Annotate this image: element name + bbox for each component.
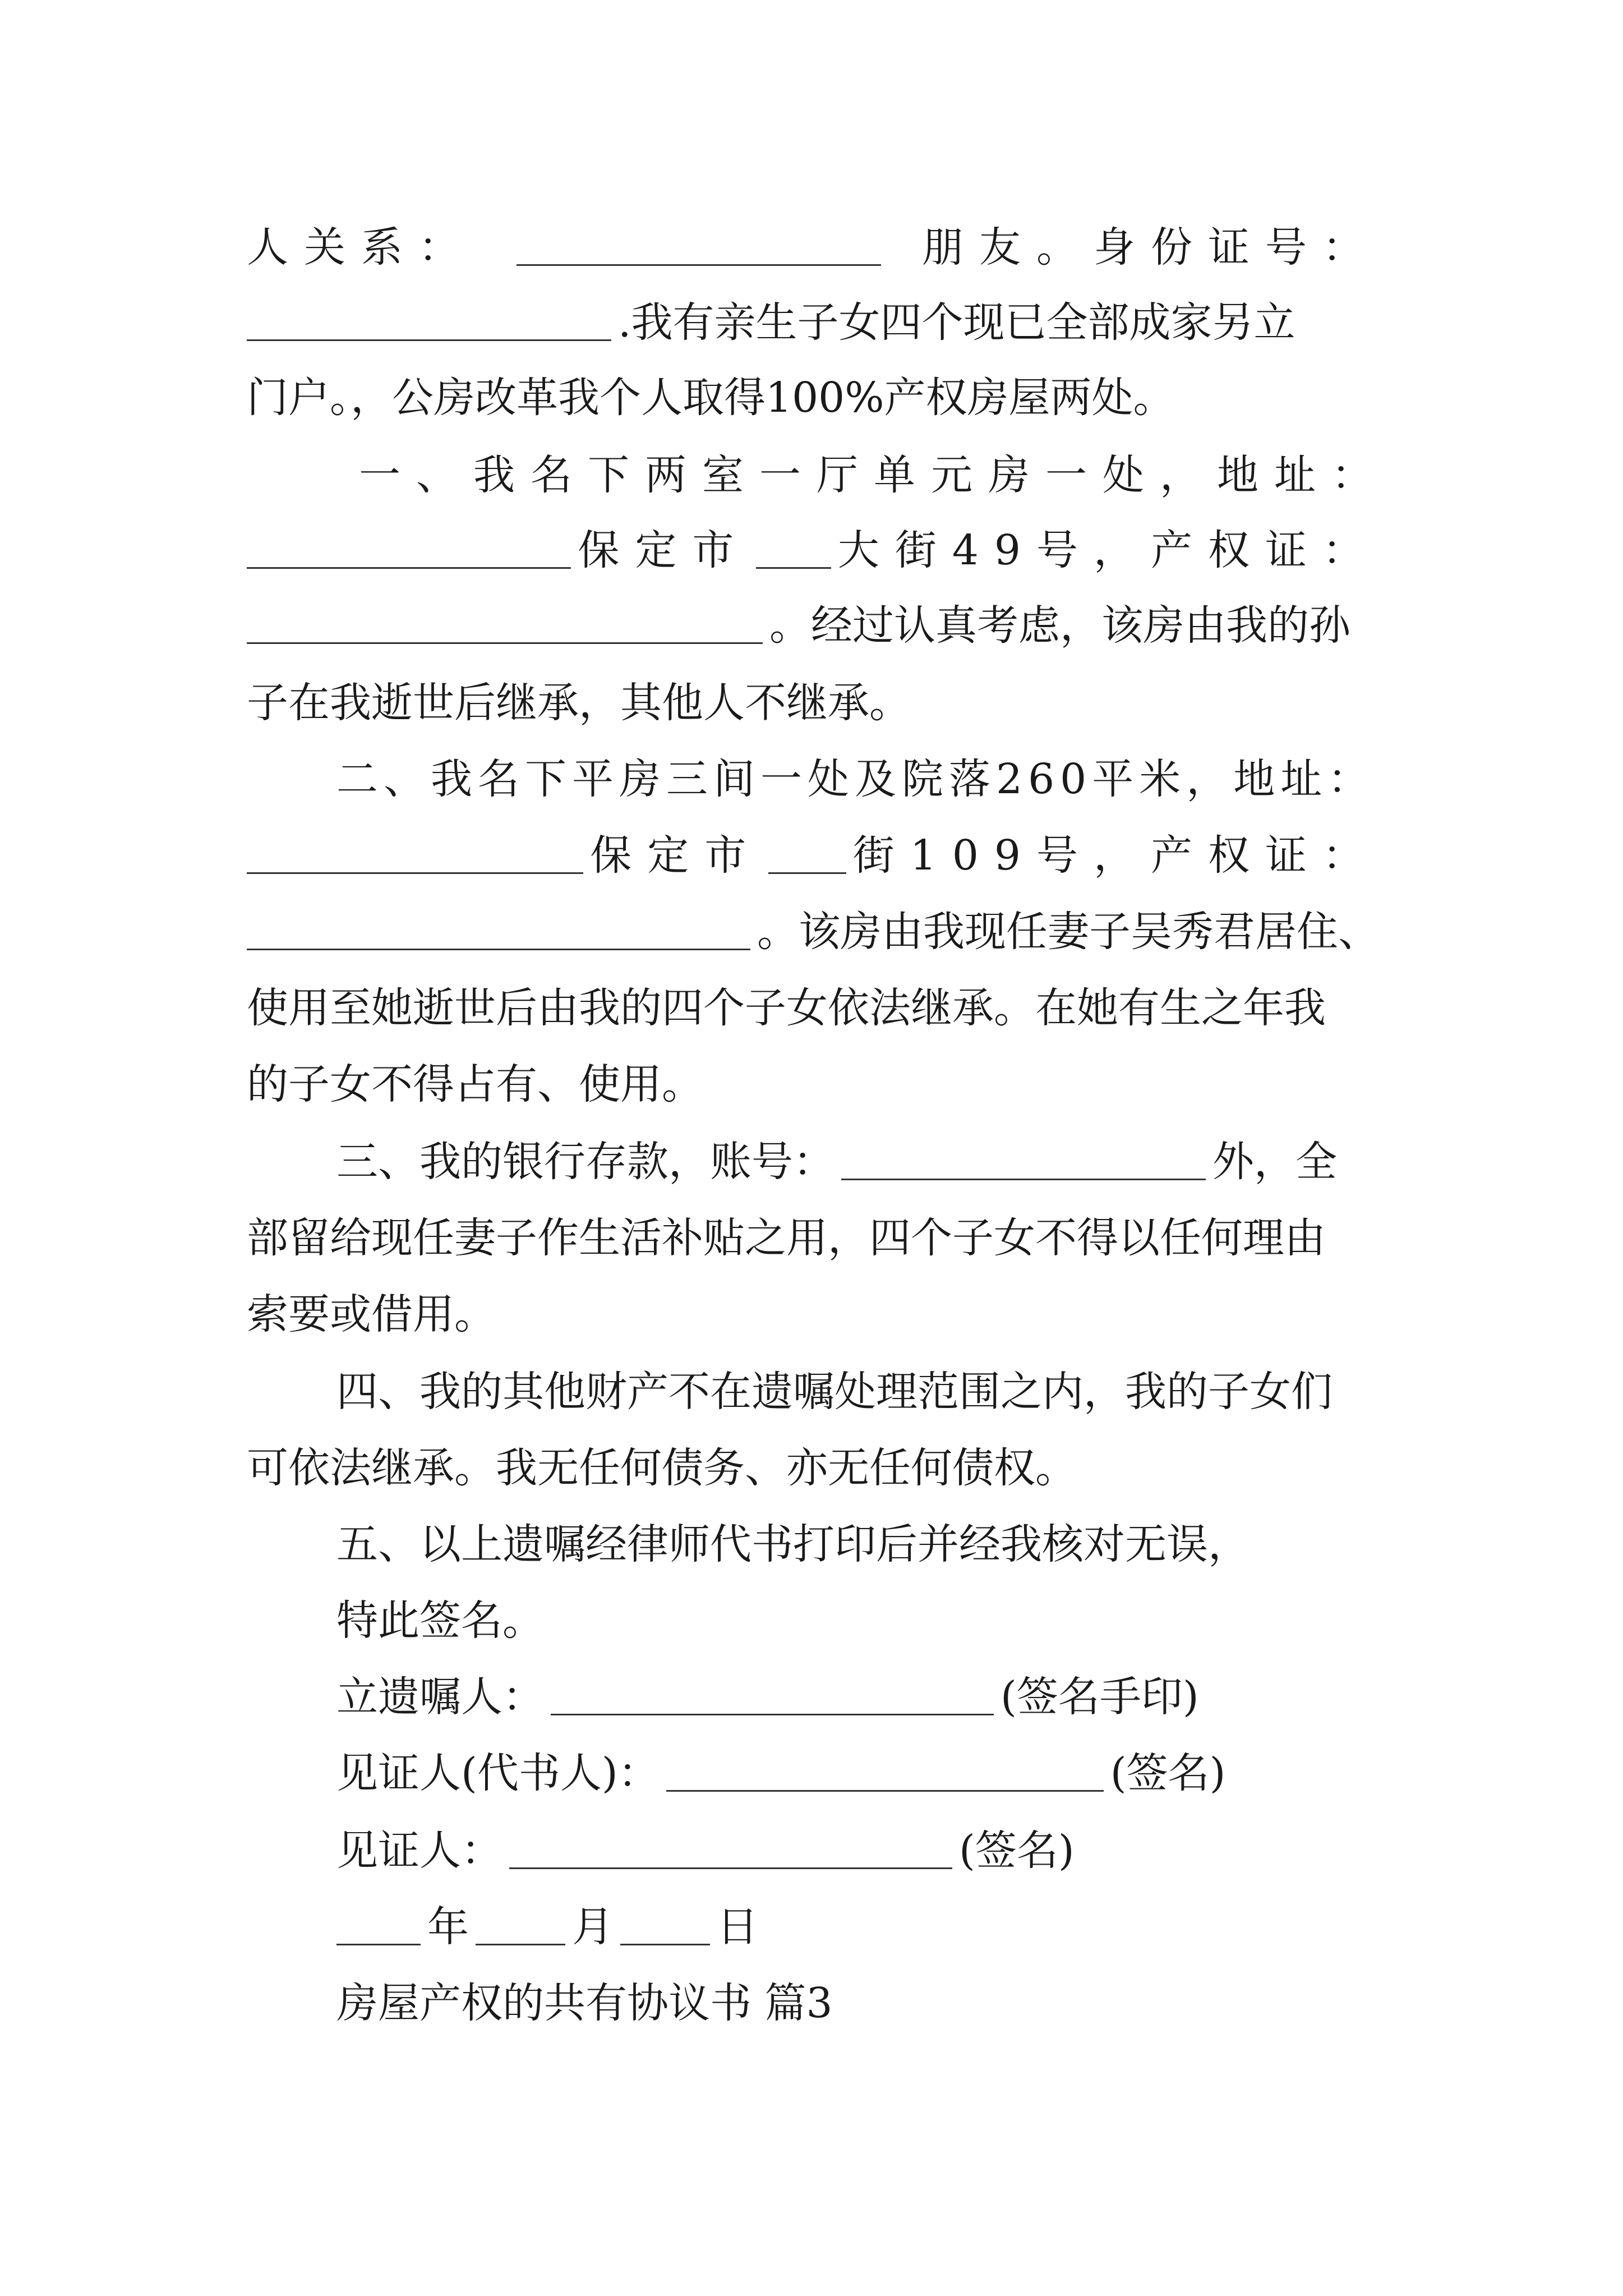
city-text: 保定市	[590, 831, 762, 880]
paragraph-text: 子在我逝世后继承，其他人不继承。	[247, 679, 911, 727]
text-line-19	[336, 1590, 1380, 1651]
street-blank	[756, 532, 831, 569]
witness-label: 见证人：	[336, 1826, 502, 1875]
item-two-heading: 二、我名下平房三间一处及院落260平米，地址：	[336, 755, 1375, 803]
relation-label: 人关系：	[247, 223, 476, 272]
item-one-heading: 一、我名下两室一厅单元房一处，地址：	[359, 451, 1389, 499]
paragraph-text: 的子女不得占有、使用。	[247, 1060, 703, 1108]
certificate-blank	[247, 914, 750, 950]
section-title-text: 房屋产权的共有协议书 篇3	[336, 1979, 833, 2027]
witness-signature-line	[336, 1820, 1380, 1881]
witness-signature-blank	[509, 1833, 952, 1869]
street-text: 大街49号，产权证：	[837, 526, 1380, 574]
witness-drafter-signature-line	[336, 1742, 1380, 1804]
paragraph-text: 外，全	[1212, 1138, 1337, 1186]
paragraph-text: 可依法继承。我无任何债务、亦无任何债权。	[247, 1444, 1077, 1492]
year-label: 年	[427, 1903, 469, 1951]
certificate-blank	[247, 608, 763, 644]
text-line-16	[336, 1361, 1380, 1423]
text-line-14	[247, 1207, 1380, 1269]
year-blank	[336, 1909, 421, 1945]
witness-drafter-label: 见证人(代书人)：	[336, 1749, 660, 1797]
text-line-5	[247, 519, 1380, 581]
signature-note: (签名)	[959, 1826, 1075, 1875]
text-line-7	[247, 672, 1380, 734]
day-blank	[620, 1909, 710, 1945]
next-section-title	[336, 1972, 1380, 2034]
paragraph-text: 。经过认真考虑，该房由我的孙	[769, 601, 1350, 650]
text-line-12	[247, 1053, 1380, 1115]
signature-note: (签名手印)	[1000, 1673, 1199, 1721]
relation-blank	[517, 229, 881, 266]
paragraph-text: 。该房由我现任妻子吴秀君居住、	[757, 908, 1380, 956]
text-line-3	[247, 367, 1380, 429]
text-line-2	[247, 292, 1380, 353]
paragraph-text: 五、以上遗嘱经律师代书打印后并经我核对无误，	[336, 1520, 1249, 1568]
address-blank	[247, 838, 583, 874]
id-number-label: 朋友。身份证号：	[922, 223, 1380, 272]
text-line-10	[247, 901, 1380, 963]
paragraph-text: 部留给现任妻子作生活补贴之用，四个子女不得以任何理由	[247, 1214, 1326, 1262]
witness-drafter-signature-blank	[666, 1755, 1104, 1792]
text-line-9	[247, 825, 1380, 886]
paragraph-text: 索要或借用。	[247, 1290, 496, 1338]
text-line-6	[247, 595, 1380, 656]
text-line-15	[247, 1283, 1380, 1345]
city-text: 保定市	[578, 526, 750, 574]
text-line-11	[247, 977, 1380, 1039]
testator-signature-line	[336, 1666, 1380, 1728]
paragraph-text: 门户。，公房改革我个人取得100%产权房屋两处。	[247, 374, 1175, 422]
text-line-18	[336, 1513, 1380, 1575]
id-number-blank	[247, 305, 611, 341]
text-line-8	[336, 748, 1380, 810]
children-text: .我有亲生子女四个现已全部成家另立	[618, 298, 1295, 347]
testator-label: 立遗嘱人：	[336, 1673, 544, 1721]
bank-account-label: 三、我的银行存款，账号：	[336, 1138, 834, 1186]
month-label: 月	[572, 1903, 614, 1951]
paragraph-text: 特此签名。	[336, 1596, 544, 1645]
street-text: 街109号，产权证：	[852, 831, 1380, 880]
paragraph-text: 四、我的其他财产不在遗嘱处理范围之内，我的子女们	[336, 1368, 1332, 1416]
month-blank	[476, 1909, 565, 1945]
text-line-13	[336, 1131, 1380, 1193]
text-line-4	[359, 444, 1389, 506]
text-line-1	[247, 217, 1380, 278]
testator-signature-blank	[551, 1679, 994, 1715]
text-line-17	[247, 1437, 1380, 1499]
street-blank	[768, 838, 846, 874]
paragraph-text: 使用至她逝世后由我的四个子女依法继承。在她有生之年我	[247, 984, 1326, 1032]
signature-note: (签名)	[1110, 1749, 1226, 1797]
address-blank	[247, 532, 571, 569]
date-line	[336, 1896, 1380, 1958]
day-label: 日	[717, 1903, 758, 1951]
bank-account-blank	[841, 1144, 1206, 1180]
